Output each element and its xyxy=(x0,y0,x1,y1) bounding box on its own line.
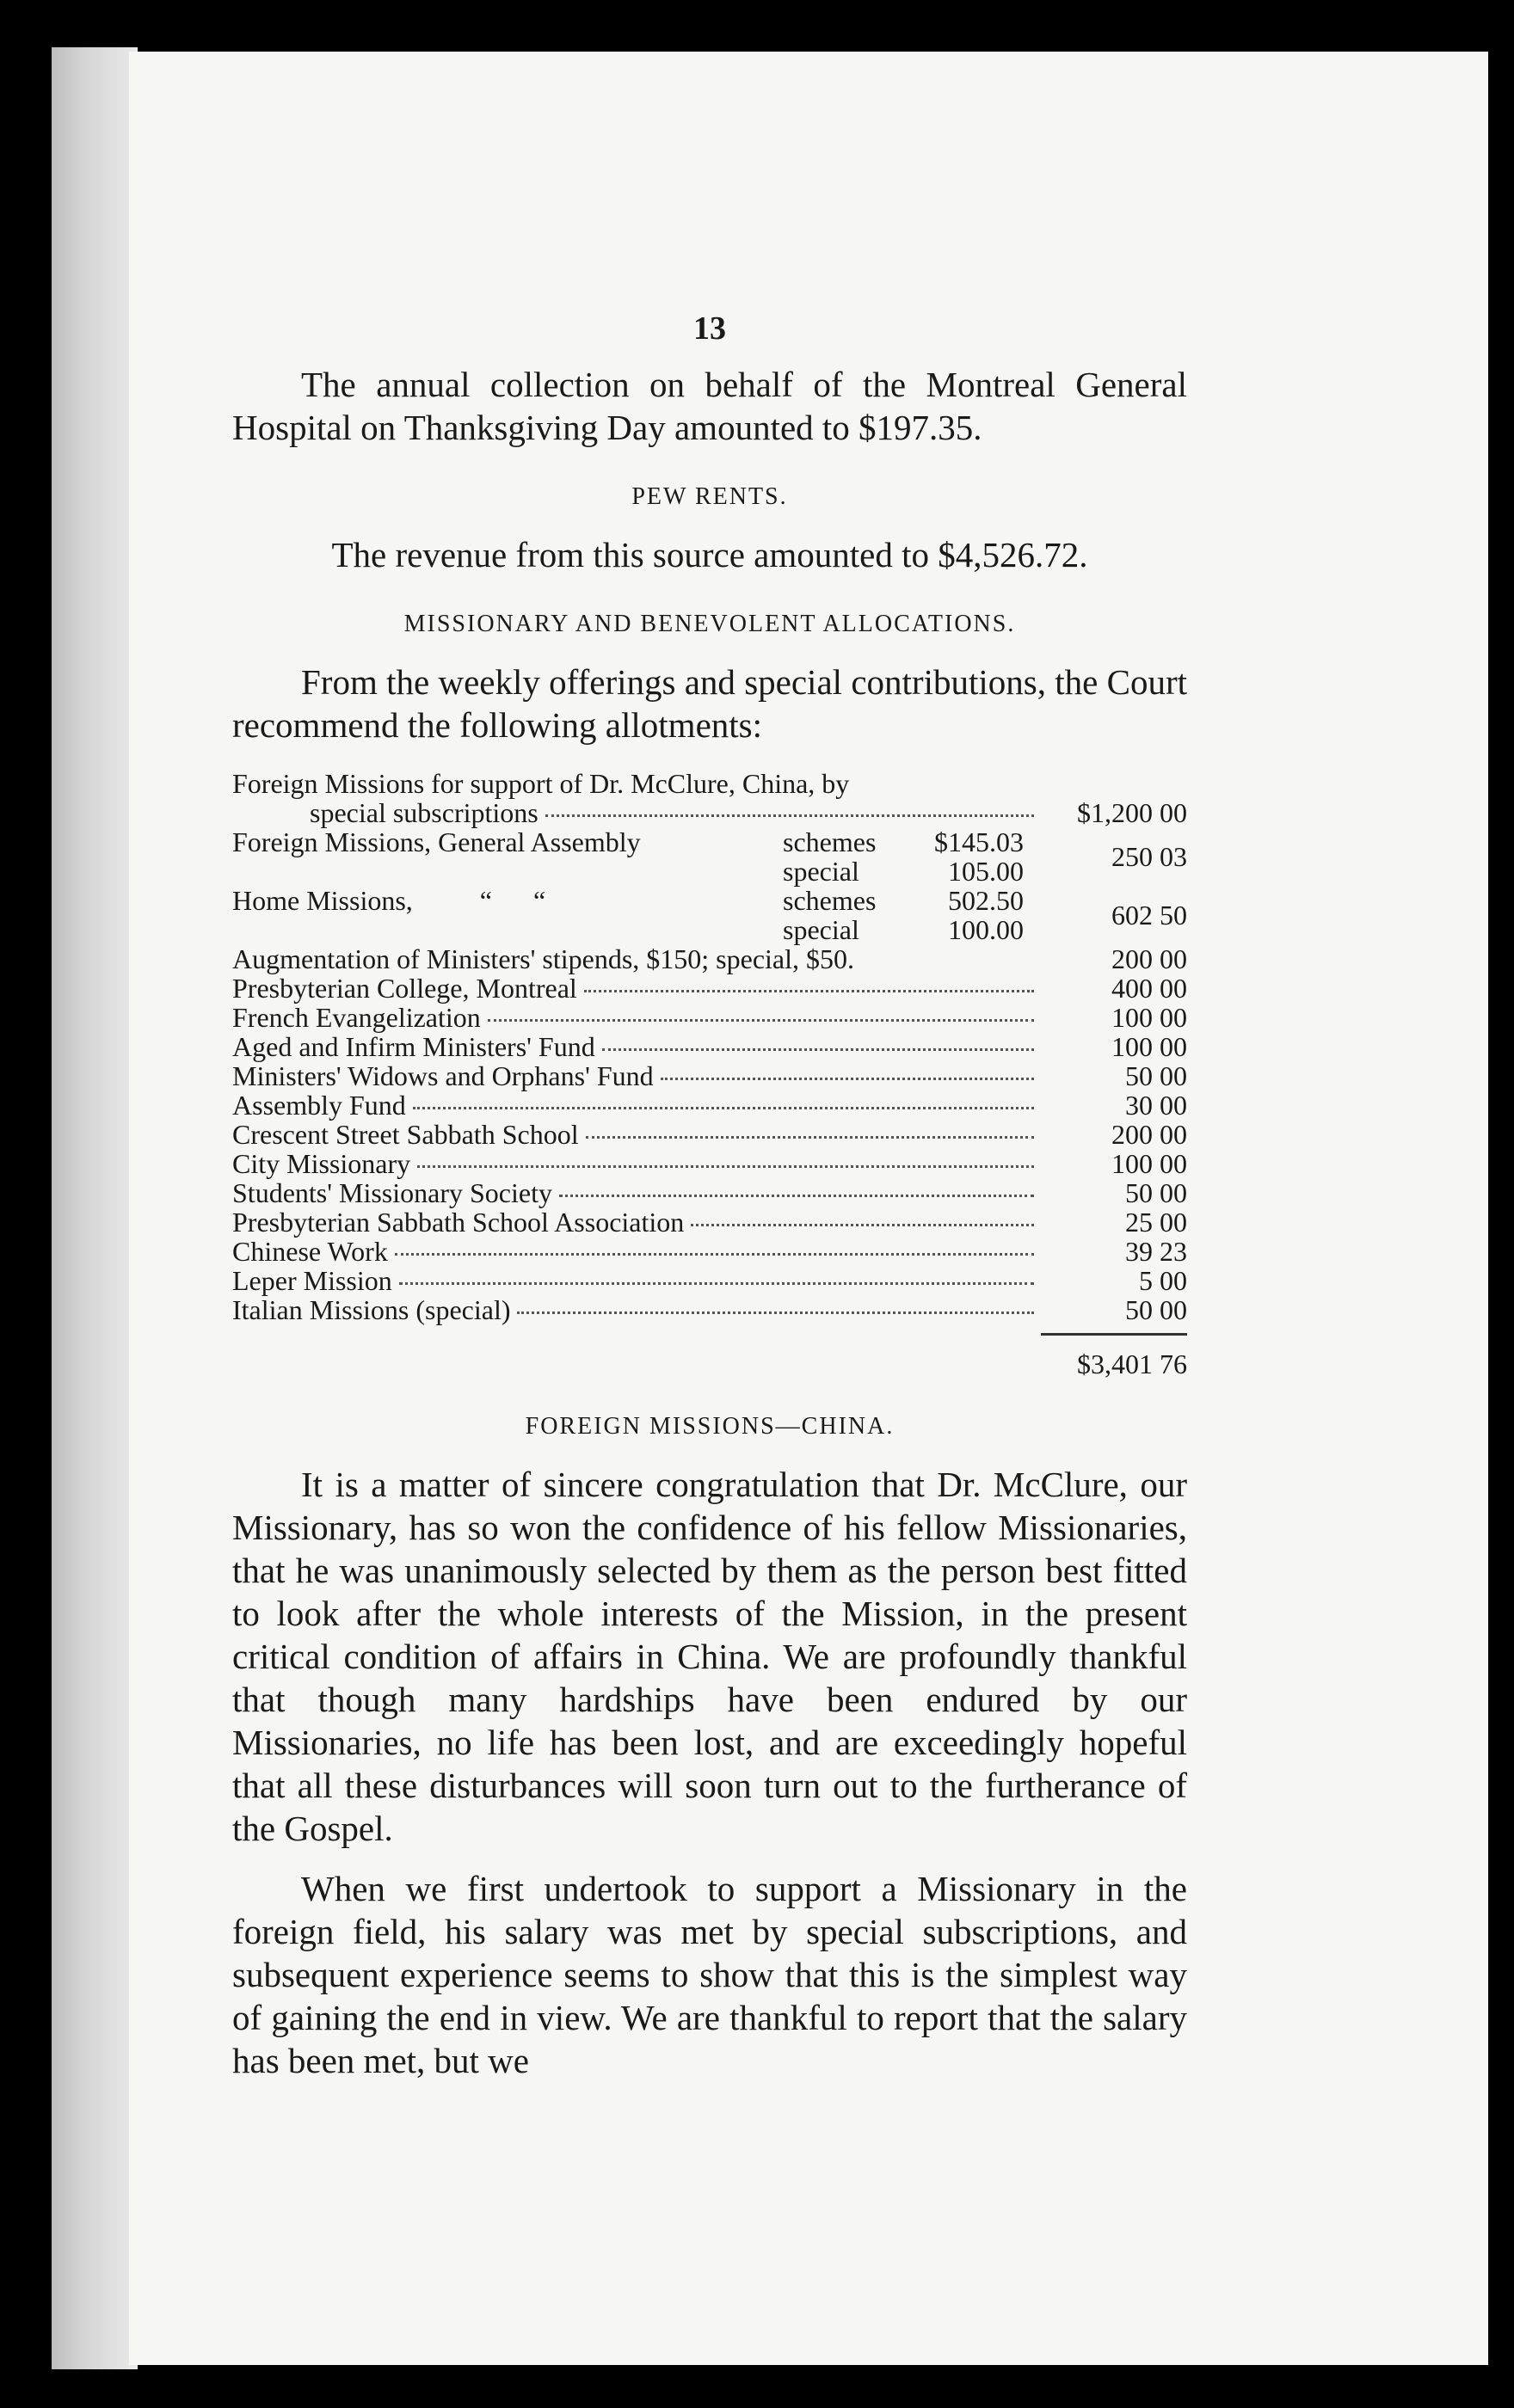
allocation-label: French Evangelization xyxy=(232,1002,481,1033)
allocation-amount: 50 00 xyxy=(1125,1294,1187,1325)
book-page xyxy=(129,52,1488,2365)
allocation-amount: 250 03 xyxy=(1111,841,1187,872)
allocation-amount: 200 00 xyxy=(1111,1119,1187,1150)
allocation-amount: 50 00 xyxy=(1125,1060,1187,1091)
leader-dots xyxy=(488,1019,1034,1022)
page-number: 13 xyxy=(693,310,726,347)
china-heading: FOREIGN MISSIONS—CHINA. xyxy=(525,1413,895,1440)
allocation-label: Assembly Fund xyxy=(232,1090,406,1121)
book-spine-shadow xyxy=(52,47,138,2369)
allocation-amount: 200 00 xyxy=(1111,943,1187,974)
breakdown-label: schemes xyxy=(783,885,877,916)
allocation-row-foreign-general xyxy=(232,827,1187,886)
allocation-amount: 100 00 xyxy=(1111,1031,1187,1062)
leader-dots xyxy=(399,1282,1034,1285)
allocation-row xyxy=(232,1149,1187,1178)
breakdown-value: $145.03 xyxy=(934,826,1024,857)
leader-dots xyxy=(691,1224,1034,1226)
allocation-label: City Missionary xyxy=(232,1148,411,1179)
allocation-row xyxy=(232,1266,1187,1295)
allocation-breakdown xyxy=(783,886,1041,944)
allocation-amount: 50 00 xyxy=(1125,1177,1187,1208)
allocation-label: Chinese Work xyxy=(232,1236,388,1267)
allocation-row xyxy=(232,1178,1187,1207)
allocation-label: Foreign Missions for support of Dr. McClure, China, by xyxy=(232,768,850,799)
allocation-row xyxy=(232,1061,1187,1090)
breakdown-label: schemes xyxy=(783,826,877,857)
allocation-label: Aged and Infirm Ministers' Fund xyxy=(232,1031,595,1062)
allocation-row xyxy=(232,1295,1187,1324)
allocation-items xyxy=(232,944,1187,1324)
allocations-intro: From the weekly offerings and special contributions, the Court recommend the following allotments: xyxy=(232,662,1187,745)
allocation-amount: 400 00 xyxy=(1111,973,1187,1004)
allocation-amount: 39 23 xyxy=(1125,1236,1187,1267)
allocation-label: Ministers' Widows and Orphans' Fund xyxy=(232,1060,654,1091)
allocation-row xyxy=(232,1032,1187,1061)
allocation-row-home-missions xyxy=(232,886,1187,944)
hospital-collection-paragraph: The annual collection on behalf of the Montreal General Hospital on Thanksgiving Day amounted to $197.35. xyxy=(232,365,1187,447)
allocation-amount: $1,200 00 xyxy=(1077,797,1187,828)
allocation-label xyxy=(232,886,783,915)
allocation-label: Presbyterian Sabbath School Association xyxy=(232,1207,685,1238)
allocation-row xyxy=(232,1237,1187,1266)
leader-dots xyxy=(545,814,1034,817)
pew-rents-text: The revenue from this source amounted to $4,526.72. xyxy=(331,535,1088,574)
leader-dots xyxy=(661,1078,1034,1080)
ditto-marks: “ “ xyxy=(479,885,546,916)
breakdown-label: special xyxy=(783,914,859,945)
allocation-label: Presbyterian College, Montreal xyxy=(232,973,577,1004)
china-paragraph-2: When we first undertook to support a Missionary in the foreign field, his salary was met by special subscriptions, and subsequent experience seems to show that this is the simplest way of gaining the end in view. We are thankful to report that the salary has been met, but we xyxy=(232,1869,1187,2080)
pew-rents-heading: PEW RENTS. xyxy=(631,483,788,510)
leader-dots xyxy=(395,1253,1034,1256)
allocations-heading: MISSIONARY AND BENEVOLENT ALLOCATIONS. xyxy=(403,611,1016,637)
allocation-label: Italian Missions (special) xyxy=(232,1294,511,1325)
allocation-label: Students' Missionary Society xyxy=(232,1177,552,1208)
allocation-amount: 5 00 xyxy=(1139,1265,1187,1296)
page-content xyxy=(232,310,1187,2082)
allocation-row xyxy=(232,1120,1187,1149)
allocation-label: Augmentation of Ministers' stipends, $150; special, $50. xyxy=(232,943,855,974)
allocation-amount: 602 50 xyxy=(1111,900,1187,931)
allocation-row-mcclure xyxy=(232,769,1187,827)
breakdown-value: 502.50 xyxy=(948,885,1024,916)
leader-dots xyxy=(417,1165,1034,1168)
leader-dots xyxy=(586,1136,1034,1139)
allocation-amount: 100 00 xyxy=(1111,1002,1187,1033)
allocation-row xyxy=(232,974,1187,1003)
china-paragraph-1: It is a matter of sincere congratulation that Dr. McClure, our Missionary, has so won the confidence of his fellow Missionaries, that he was unanimously selected by them as the person best fitted to look after the whole interests of the Mission, in the present critical condition of affairs in China. We are profoundly thankful that though many hardships have been endured by our Missionaries, no life has been lost, and are exceedingly hopeful that all these disturbances will soon turn out to the furtherance of the Gospel. xyxy=(232,1465,1187,1848)
allocation-row xyxy=(232,944,1187,974)
allocation-label-text: Home Missions, xyxy=(232,885,413,916)
breakdown-value: 100.00 xyxy=(948,914,1024,945)
leader-dots xyxy=(517,1312,1034,1314)
leader-dots xyxy=(602,1048,1034,1051)
allocation-label: Crescent Street Sabbath School xyxy=(232,1119,579,1150)
allocation-label: Foreign Missions, General Assembly xyxy=(232,826,641,857)
breakdown-value: 105.00 xyxy=(948,856,1024,887)
leader-dots xyxy=(584,990,1034,992)
allocation-row xyxy=(232,1207,1187,1237)
allocation-row xyxy=(232,1003,1187,1032)
leader-dots xyxy=(559,1195,1034,1197)
breakdown-label: special xyxy=(783,856,859,887)
allocation-label-cont: special subscriptions xyxy=(310,797,539,828)
total-rule xyxy=(232,1333,1187,1336)
allocations-total: $3,401 76 xyxy=(1077,1348,1187,1379)
leader-dots xyxy=(413,1107,1034,1109)
allocation-label: Leper Mission xyxy=(232,1265,392,1296)
allocation-amount: 25 00 xyxy=(1125,1207,1187,1238)
allocation-amount: 100 00 xyxy=(1111,1148,1187,1179)
allocation-row xyxy=(232,1090,1187,1120)
allocation-amount: 30 00 xyxy=(1125,1090,1187,1121)
allocations-table xyxy=(232,769,1187,1379)
allocation-breakdown xyxy=(783,827,1041,886)
